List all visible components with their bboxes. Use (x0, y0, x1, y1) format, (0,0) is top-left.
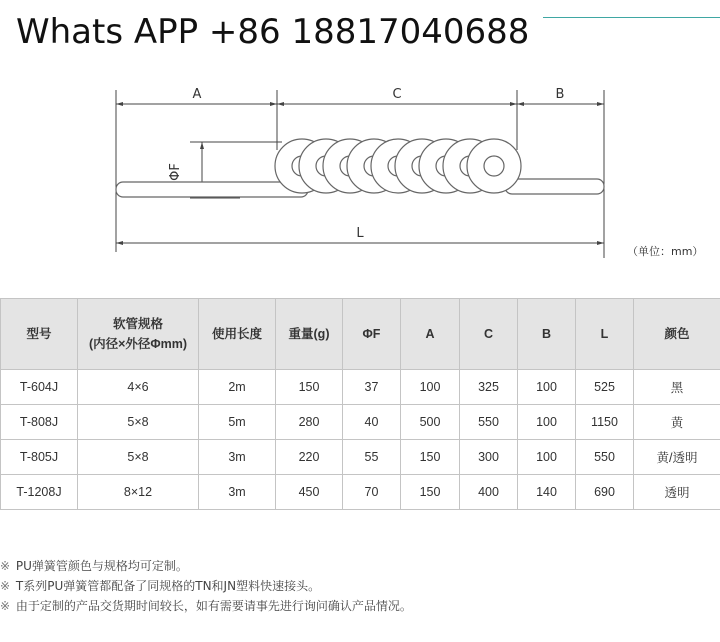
cell-b: 100 (518, 405, 576, 440)
cell-length: 3m (199, 440, 276, 475)
dimension-label-f: ΦF (168, 163, 183, 181)
cell-f: 40 (343, 405, 401, 440)
note-mark: ※ (0, 599, 11, 613)
notes-section (0, 556, 412, 616)
coil-9 (467, 139, 521, 193)
cell-l: 525 (576, 370, 634, 405)
cell-model: T-808J (1, 405, 78, 440)
note-mark: ※ (0, 579, 11, 593)
column-header-a: A (401, 299, 460, 370)
arrow-l-right (597, 241, 604, 245)
note-item (0, 576, 412, 596)
cell-hose-spec: 4×6 (78, 370, 199, 405)
column-header-color: 颜色 (634, 299, 720, 370)
cell-weight: 220 (276, 440, 343, 475)
cell-l: 550 (576, 440, 634, 475)
spec-table (0, 298, 720, 510)
tube-right (505, 179, 604, 194)
cell-l: 690 (576, 475, 634, 510)
note-item (0, 596, 412, 616)
cell-weight: 450 (276, 475, 343, 510)
cell-l: 1150 (576, 405, 634, 440)
cell-b: 140 (518, 475, 576, 510)
cell-c: 300 (460, 440, 518, 475)
note-text: T系列PU弹簧管都配备了同规格的TN和JN塑料快速接头。 (15, 579, 321, 593)
cell-length: 5m (199, 405, 276, 440)
cell-a: 100 (401, 370, 460, 405)
cell-length: 2m (199, 370, 276, 405)
cell-weight: 150 (276, 370, 343, 405)
arrow-l-left (116, 241, 123, 245)
cell-color: 黄/透明 (634, 440, 720, 475)
table-row (1, 440, 720, 475)
table-row (1, 405, 720, 440)
cell-c: 400 (460, 475, 518, 510)
dimension-label-l: L (356, 226, 364, 241)
cell-weight: 280 (276, 405, 343, 440)
cell-model: T-604J (1, 370, 78, 405)
page-title: Whats APP +86 18817040688 (16, 12, 530, 52)
column-header-hose-spec: 软管规格 (内径×外径Φmm) (78, 299, 199, 370)
column-header-b: B (518, 299, 576, 370)
arrow-c-right (510, 102, 517, 106)
spring-hose-diagram (0, 60, 720, 280)
cell-model: T-1208J (1, 475, 78, 510)
cell-color: 黑 (634, 370, 720, 405)
cell-color: 透明 (634, 475, 720, 510)
cell-c: 325 (460, 370, 518, 405)
cell-model: T-805J (1, 440, 78, 475)
column-header-f: ΦF (343, 299, 401, 370)
cell-length: 3m (199, 475, 276, 510)
note-mark: ※ (0, 559, 11, 573)
table-row (1, 370, 720, 405)
arrow-a-left (116, 102, 123, 106)
arrow-b-right (597, 102, 604, 106)
column-header-model: 型号 (1, 299, 78, 370)
cell-color: 黄 (634, 405, 720, 440)
arrow-b-left (517, 102, 524, 106)
note-item (0, 556, 412, 576)
cell-a: 500 (401, 405, 460, 440)
cell-f: 70 (343, 475, 401, 510)
arrow-f-top (200, 142, 204, 149)
table-header-row (1, 299, 720, 370)
column-header-c: C (460, 299, 518, 370)
cell-hose-spec: 8×12 (78, 475, 199, 510)
unit-note: （单位：mm） (627, 245, 704, 258)
cell-f: 37 (343, 370, 401, 405)
note-text: PU弹簧管颜色与规格均可定制。 (15, 559, 188, 573)
cell-hose-spec: 5×8 (78, 405, 199, 440)
cell-f: 55 (343, 440, 401, 475)
dimension-label-b: B (555, 87, 565, 102)
column-header-l: L (576, 299, 634, 370)
cell-b: 100 (518, 440, 576, 475)
note-text: 由于定制的产品交货期时间较长，如有需要请事先进行询问确认产品情况。 (15, 599, 412, 613)
column-header-weight: 重量(g) (276, 299, 343, 370)
column-header-length: 使用长度 (199, 299, 276, 370)
cell-c: 550 (460, 405, 518, 440)
cell-b: 100 (518, 370, 576, 405)
arrow-c-left (277, 102, 284, 106)
dimension-label-a: A (192, 87, 202, 102)
top-divider (543, 17, 720, 18)
cell-a: 150 (401, 475, 460, 510)
table-row (1, 475, 720, 510)
dimension-label-c: C (392, 87, 402, 102)
cell-hose-spec: 5×8 (78, 440, 199, 475)
arrow-a-right (270, 102, 277, 106)
tube-left (116, 182, 308, 197)
cell-a: 150 (401, 440, 460, 475)
